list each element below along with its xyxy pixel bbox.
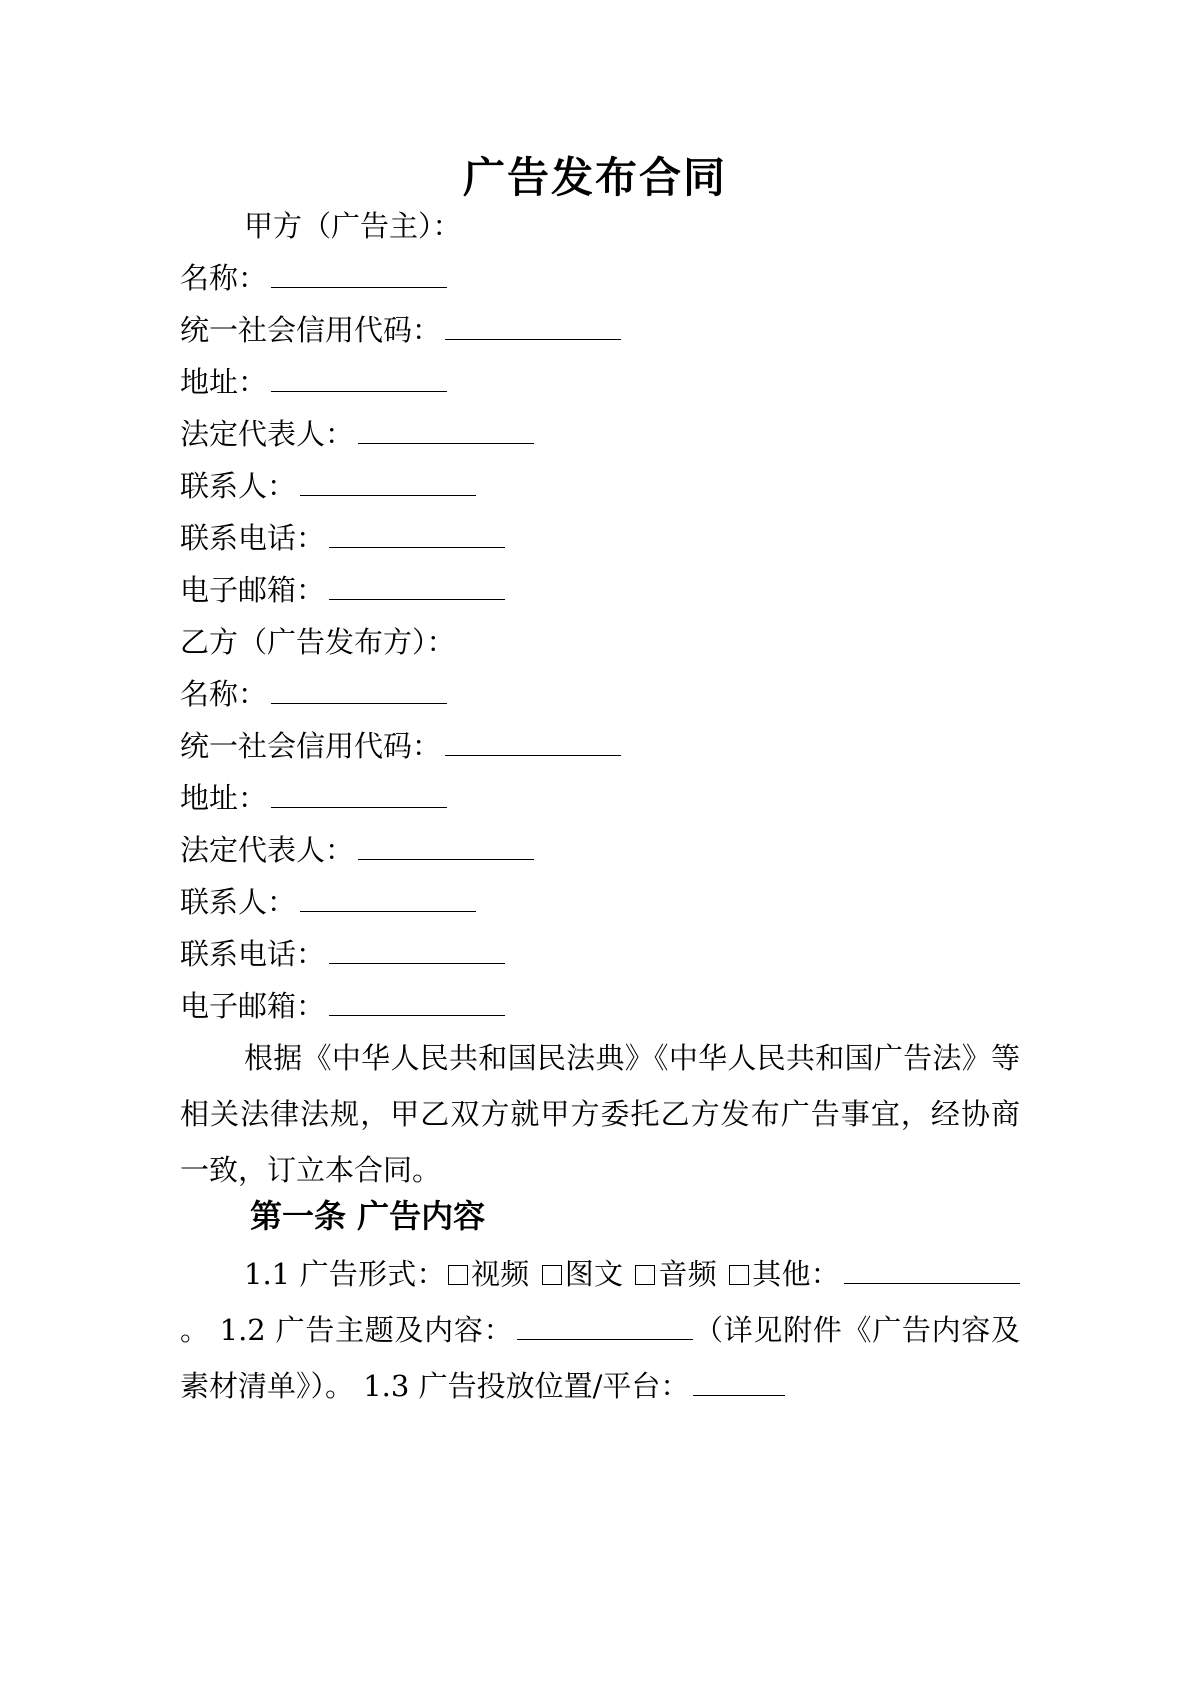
party-a-credit-code-label: 统一社会信用代码： (180, 313, 442, 347)
article-1-body: 1.1 广告形式： 视频 图文 音频 其他：。 1.2 广告主题及内容： （详见附件《广告内容及素材清单》）。 1.3 广告投放位置/平台： (180, 1257, 1020, 1403)
party-b-contact-label: 联系人： (180, 885, 297, 919)
document-title: 广告发布合同 (462, 153, 727, 202)
party-b-credit-code-blank[interactable] (445, 733, 621, 756)
option-other-label: 其他： (752, 1257, 840, 1291)
party-b-address-row (180, 778, 1020, 818)
party-b-legal-rep-label: 法定代表人： (180, 833, 355, 867)
party-b-address-blank[interactable] (271, 785, 447, 808)
party-a-name-row (180, 258, 1020, 298)
item-1-2-label: 1.2 广告主题及内容： (219, 1313, 514, 1347)
party-a-address-label: 地址： (180, 365, 268, 399)
option-audio-label: 音频 (658, 1257, 717, 1291)
party-b-address-label: 地址： (180, 781, 268, 815)
party-b-legal-rep-row (180, 830, 1020, 870)
party-b-legal-rep-blank[interactable] (358, 837, 534, 860)
other-form-blank[interactable] (844, 1261, 1020, 1284)
party-b-phone-label: 联系电话： (180, 937, 326, 971)
party-a-legal-rep-label: 法定代表人： (180, 417, 355, 451)
checkbox-other[interactable] (729, 1265, 749, 1285)
party-b-contact-blank[interactable] (300, 889, 476, 912)
item-1-2-suffix: （详见附件《广告内容及素材清单》）。 (180, 1313, 1020, 1403)
option-video-label: 视频 (470, 1257, 530, 1291)
article-1-heading: 第一条 广告内容 (250, 1197, 486, 1235)
party-a-name-blank[interactable] (271, 265, 447, 288)
party-a-address-row (180, 362, 1020, 402)
party-a-phone-row (180, 518, 1020, 558)
checkbox-audio[interactable] (635, 1265, 655, 1285)
party-b-email-label: 电子邮箱： (180, 989, 326, 1023)
party-a-contact-row (180, 466, 1020, 506)
party-b-phone-blank[interactable] (329, 941, 505, 964)
item-1-3-label: 1.3 广告投放位置/平台： (363, 1369, 690, 1403)
party-a-email-blank[interactable] (329, 577, 505, 600)
party-a-contact-blank[interactable] (300, 473, 476, 496)
party-b-credit-code-row (180, 726, 1020, 766)
party-b-name-row (180, 674, 1020, 714)
item-1-1-label: 1.1 广告形式： (244, 1257, 446, 1291)
party-a-email-label: 电子邮箱： (180, 573, 326, 607)
option-image-text-label: 图文 (564, 1257, 624, 1291)
party-a-heading: 甲方（广告主）： (244, 209, 462, 243)
party-b-email-row (180, 986, 1020, 1026)
party-a-credit-code-blank[interactable] (445, 317, 621, 340)
party-a-credit-code-row (180, 310, 1020, 350)
party-b-phone-row (180, 934, 1020, 974)
party-b-heading: 乙方（广告发布方）： (180, 625, 456, 659)
party-b-name-label: 名称： (180, 677, 268, 711)
party-a-legal-rep-blank[interactable] (358, 421, 534, 444)
party-a-name-label: 名称： (180, 261, 268, 295)
party-b-email-blank[interactable] (329, 993, 505, 1016)
party-a-phone-blank[interactable] (329, 525, 505, 548)
checkbox-image-text[interactable] (542, 1265, 562, 1285)
checkbox-video[interactable] (448, 1265, 468, 1285)
party-a-contact-label: 联系人： (180, 469, 297, 503)
placement-platform-blank[interactable] (693, 1373, 785, 1396)
party-a-address-blank[interactable] (271, 369, 447, 392)
party-b-name-blank[interactable] (271, 681, 447, 704)
party-a-email-row (180, 570, 1020, 610)
party-b-credit-code-label: 统一社会信用代码： (180, 729, 442, 763)
preamble-paragraph: 根据《中华人民共和国民法典》《中华人民共和国广告法》等相关法律法规，甲乙双方就甲方委托乙方发布广告事宜，经协商一致，订立本合同。 (180, 1041, 1020, 1187)
party-b-contact-row (180, 882, 1020, 922)
party-a-phone-label: 联系电话： (180, 521, 326, 555)
theme-content-blank[interactable] (517, 1317, 693, 1340)
party-a-legal-rep-row (180, 414, 1020, 454)
